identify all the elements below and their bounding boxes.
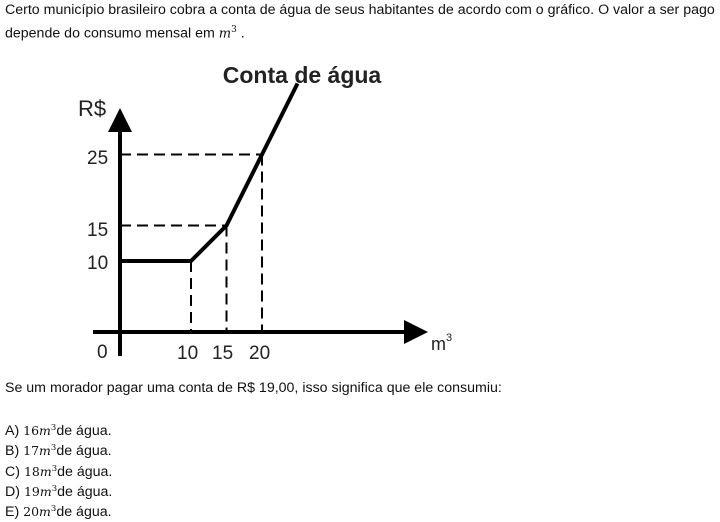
option-value: $18m^3$ (23, 463, 58, 479)
option-letter: C) (5, 463, 20, 480)
y-axis-label: R$ (78, 96, 107, 121)
x-tick-label: 10 (177, 343, 199, 364)
option-value: $17m^3$ (23, 443, 57, 459)
intro-unit: m (218, 26, 232, 42)
intro-unit-exponent: 3 (231, 25, 237, 35)
option-d[interactable] (5, 479, 112, 499)
option-letter: A) (5, 423, 20, 440)
option-b[interactable] (5, 438, 112, 458)
x-axis-label (431, 332, 452, 354)
option-a[interactable] (5, 418, 112, 438)
option-c[interactable] (5, 459, 112, 479)
chart-title: Conta de água (222, 62, 382, 88)
water-bill-chart (0, 50, 480, 370)
option-suffix: de água. (56, 504, 112, 521)
option-letter: B) (5, 443, 20, 460)
series-line (120, 84, 298, 262)
option-e[interactable] (5, 499, 112, 519)
x-axis-label-base: m (431, 334, 446, 354)
intro-text: Certo município brasileiro cobra a conta de água de seus habitantes de acordo com o gráfico. O valor a ser pago depende do consumo mensal em (5, 2, 715, 42)
reference-dashes (120, 155, 262, 333)
intro-end: . (236, 25, 245, 42)
option-value: $16m^3$ (23, 423, 57, 439)
y-tick-label: 15 (87, 220, 109, 241)
question-intro (5, 0, 717, 45)
x-axis-label-exp: 3 (446, 332, 453, 344)
option-letter: E) (5, 504, 20, 521)
option-suffix: de água. (56, 423, 112, 440)
option-letter: D) (5, 484, 20, 501)
option-value: $19m^3$ (23, 483, 58, 500)
y-tick-label: 25 (87, 148, 109, 169)
option-suffix: de água. (56, 443, 112, 460)
x-tick-label: 15 (212, 343, 234, 364)
option-suffix: de água. (57, 484, 113, 501)
question-text: Se um morador pagar uma conta de R$ 19,00, isso significa que ele consumiu: (5, 380, 502, 396)
x-tick-label: 20 (249, 343, 271, 364)
answer-options (5, 418, 112, 519)
y-tick-label: 10 (87, 253, 109, 274)
option-suffix: de água. (57, 463, 113, 480)
y-axis-arrow (108, 108, 132, 132)
x-axis-arrow (404, 320, 428, 344)
origin-label: 0 (97, 342, 108, 363)
option-value: $20m^3$ (23, 504, 57, 520)
